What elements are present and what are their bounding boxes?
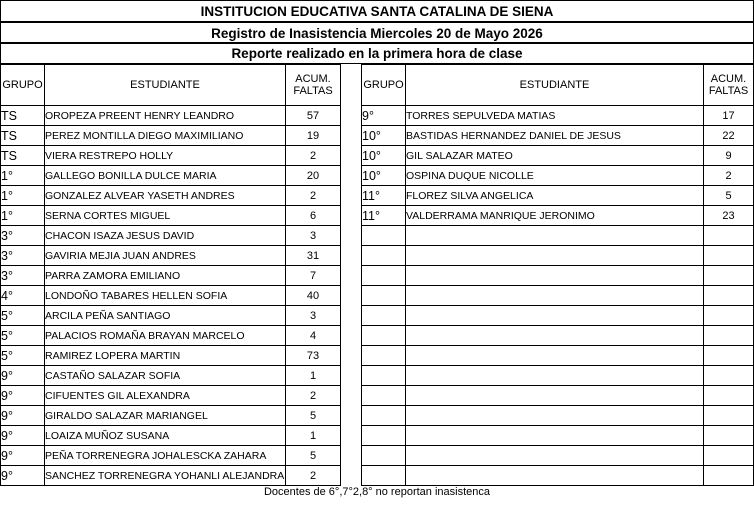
student-name-cell [406, 286, 704, 306]
grupo-cell: 1° [1, 206, 45, 226]
table-row [1, 406, 341, 426]
student-name-cell: LONDOÑO TABARES HELLEN SOFIA [45, 286, 286, 306]
table-row [1, 426, 341, 446]
student-name-cell [406, 226, 704, 246]
grupo-cell: 9° [1, 426, 45, 446]
grupo-cell: TS [1, 146, 45, 166]
student-name-cell: GAVIRIA MEJIA JUAN ANDRES [45, 246, 286, 266]
grupo-cell: 10° [362, 146, 406, 166]
faltas-cell [704, 426, 754, 446]
faltas-cell: 2 [286, 186, 341, 206]
table-row [362, 326, 754, 346]
faltas-cell: 2 [286, 386, 341, 406]
student-name-cell [406, 386, 704, 406]
student-name-cell: PALACIOS ROMAÑA BRAYAN MARCELO [45, 326, 286, 346]
grupo-cell [362, 226, 406, 246]
table-row [362, 146, 754, 166]
faltas-cell [704, 366, 754, 386]
student-name-cell: ARCILA PEÑA SANTIAGO [45, 306, 286, 326]
grupo-cell: 9° [1, 366, 45, 386]
grupo-cell [362, 246, 406, 266]
faltas-cell [704, 326, 754, 346]
grupo-cell [362, 366, 406, 386]
faltas-cell: 7 [286, 266, 341, 286]
table-row [1, 446, 341, 466]
student-name-cell: BASTIDAS HERNANDEZ DANIEL DE JESUS [406, 126, 704, 146]
faltas-cell [704, 466, 754, 486]
table-row [362, 166, 754, 186]
left-absence-table [0, 64, 341, 486]
faltas-cell: 6 [286, 206, 341, 226]
faltas-cell: 23 [704, 206, 754, 226]
faltas-cell: 73 [286, 346, 341, 366]
table-row [1, 466, 341, 486]
student-name-cell: GONZALEZ ALVEAR YASETH ANDRES [45, 186, 286, 206]
grupo-cell: 5° [1, 306, 45, 326]
faltas-header-line2: FALTAS [293, 85, 333, 97]
table-row [362, 266, 754, 286]
student-name-cell: VIERA RESTREPO HOLLY [45, 146, 286, 166]
table-row [362, 206, 754, 226]
faltas-cell: 3 [286, 226, 341, 246]
grupo-cell [362, 326, 406, 346]
table-row [1, 306, 341, 326]
grupo-cell: 1° [1, 166, 45, 186]
table-row [1, 246, 341, 266]
faltas-column-header [286, 65, 341, 106]
table-row [1, 226, 341, 246]
student-name-cell: FLOREZ SILVA ANGELICA [406, 186, 704, 206]
student-name-cell: VALDERRAMA MANRIQUE JERONIMO [406, 206, 704, 226]
faltas-cell: 5 [286, 406, 341, 426]
grupo-cell: 10° [362, 166, 406, 186]
grupo-cell [362, 306, 406, 326]
student-name-cell: CHACON ISAZA JESUS DAVID [45, 226, 286, 246]
table-row [362, 186, 754, 206]
student-name-cell [406, 446, 704, 466]
faltas-cell: 22 [704, 126, 754, 146]
grupo-cell: 3° [1, 246, 45, 266]
report-note: Reporte realizado en la primera hora de clase [0, 42, 754, 64]
faltas-cell [704, 266, 754, 286]
student-name-cell [406, 366, 704, 386]
faltas-cell [704, 226, 754, 246]
table-row [1, 266, 341, 286]
faltas-cell: 40 [286, 286, 341, 306]
faltas-cell [704, 406, 754, 426]
faltas-cell [704, 306, 754, 326]
table-row [362, 446, 754, 466]
faltas-cell: 2 [286, 466, 341, 486]
grupo-cell: 1° [1, 186, 45, 206]
grupo-cell [362, 386, 406, 406]
faltas-cell: 57 [286, 106, 341, 126]
table-row [362, 366, 754, 386]
table-row [1, 146, 341, 166]
faltas-cell [704, 286, 754, 306]
table-row [1, 366, 341, 386]
table-row [362, 346, 754, 366]
table-row [1, 386, 341, 406]
faltas-cell: 2 [286, 146, 341, 166]
student-name-cell [406, 326, 704, 346]
student-name-cell: TORRES SEPULVEDA MATIAS [406, 106, 704, 126]
table-row [362, 426, 754, 446]
faltas-header-line1: ACUM. [295, 73, 331, 85]
grupo-cell: 3° [1, 226, 45, 246]
grupo-cell [362, 266, 406, 286]
table-row [1, 186, 341, 206]
student-name-cell: CIFUENTES GIL ALEXANDRA [45, 386, 286, 406]
faltas-cell: 9 [704, 146, 754, 166]
table-row [1, 346, 341, 366]
table-row [1, 326, 341, 346]
grupo-cell: TS [1, 126, 45, 146]
table-row [362, 386, 754, 406]
table-row [362, 306, 754, 326]
faltas-cell: 3 [286, 306, 341, 326]
grupo-cell [362, 426, 406, 446]
grupo-cell: 11° [362, 206, 406, 226]
student-name-cell: SANCHEZ TORRENEGRA YOHANLI ALEJANDRA [45, 466, 286, 486]
table-row [362, 246, 754, 266]
estudiante-column-header: ESTUDIANTE [45, 65, 286, 106]
student-name-cell [406, 266, 704, 286]
grupo-cell: 11° [362, 186, 406, 206]
faltas-cell [704, 346, 754, 366]
table-header-row [1, 65, 341, 106]
grupo-cell [362, 466, 406, 486]
student-name-cell: GIL SALAZAR MATEO [406, 146, 704, 166]
faltas-cell [704, 386, 754, 406]
student-name-cell [406, 426, 704, 446]
faltas-cell: 5 [704, 186, 754, 206]
faltas-cell: 1 [286, 426, 341, 446]
grupo-cell: 9° [1, 386, 45, 406]
grupo-cell: 5° [1, 326, 45, 346]
table-row [1, 206, 341, 226]
grupo-cell [362, 406, 406, 426]
faltas-cell: 5 [286, 446, 341, 466]
faltas-cell: 17 [704, 106, 754, 126]
table-row [1, 106, 341, 126]
faltas-header-line2: FALTAS [708, 85, 749, 97]
table-row [362, 226, 754, 246]
faltas-cell: 4 [286, 326, 341, 346]
estudiante-column-header: ESTUDIANTE [406, 65, 704, 106]
student-name-cell: RAMIREZ LOPERA MARTIN [45, 346, 286, 366]
grupo-cell: 9° [362, 106, 406, 126]
grupo-cell: 9° [1, 466, 45, 486]
grupo-column-header: GRUPO [362, 65, 406, 106]
grupo-cell [362, 286, 406, 306]
grupo-cell: 3° [1, 266, 45, 286]
table-row [362, 126, 754, 146]
faltas-column-header [704, 65, 754, 106]
faltas-cell: 31 [286, 246, 341, 266]
student-name-cell [406, 346, 704, 366]
student-name-cell: CASTAÑO SALAZAR SOFIA [45, 366, 286, 386]
school-title: INSTITUCION EDUCATIVA SANTA CATALINA DE SIENA [0, 0, 754, 21]
student-name-cell [406, 406, 704, 426]
table-row [362, 106, 754, 126]
faltas-cell [704, 446, 754, 466]
footer-note: Docentes de 6°,7°2,8° no reportan inasistenca [263, 486, 490, 498]
grupo-cell: 5° [1, 346, 45, 366]
student-name-cell: GIRALDO SALAZAR MARIANGEL [45, 406, 286, 426]
table-row [362, 286, 754, 306]
faltas-header-line1: ACUM. [710, 73, 747, 85]
grupo-cell: 10° [362, 126, 406, 146]
student-name-cell [406, 466, 704, 486]
grupo-cell: TS [1, 106, 45, 126]
student-name-cell: PEÑA TORRENEGRA JOHALESCKA ZAHARA [45, 446, 286, 466]
student-name-cell: LOAIZA MUÑOZ SUSANA [45, 426, 286, 446]
faltas-cell: 1 [286, 366, 341, 386]
table-row [1, 286, 341, 306]
grupo-column-header: GRUPO [1, 65, 45, 106]
table-row [362, 406, 754, 426]
faltas-cell: 2 [704, 166, 754, 186]
grupo-cell [362, 346, 406, 366]
table-row [1, 166, 341, 186]
table-header-row [362, 65, 754, 106]
student-name-cell: OSPINA DUQUE NICOLLE [406, 166, 704, 186]
grupo-cell [362, 446, 406, 466]
student-name-cell: GALLEGO BONILLA DULCE MARIA [45, 166, 286, 186]
right-absence-table [361, 64, 754, 486]
student-name-cell [406, 246, 704, 266]
student-name-cell: PARRA ZAMORA EMILIANO [45, 266, 286, 286]
report-subtitle: Registro de Inasistencia Miercoles 20 de Mayo 2026 [0, 21, 754, 43]
faltas-cell: 20 [286, 166, 341, 186]
table-row [362, 466, 754, 486]
student-name-cell: SERNA CORTES MIGUEL [45, 206, 286, 226]
student-name-cell: OROPEZA PREENT HENRY LEANDRO [45, 106, 286, 126]
student-name-cell [406, 306, 704, 326]
faltas-cell: 19 [286, 126, 341, 146]
grupo-cell: 9° [1, 446, 45, 466]
grupo-cell: 9° [1, 406, 45, 426]
grupo-cell: 4° [1, 286, 45, 306]
faltas-cell [704, 246, 754, 266]
student-name-cell: PEREZ MONTILLA DIEGO MAXIMILIANO [45, 126, 286, 146]
table-row [1, 126, 341, 146]
